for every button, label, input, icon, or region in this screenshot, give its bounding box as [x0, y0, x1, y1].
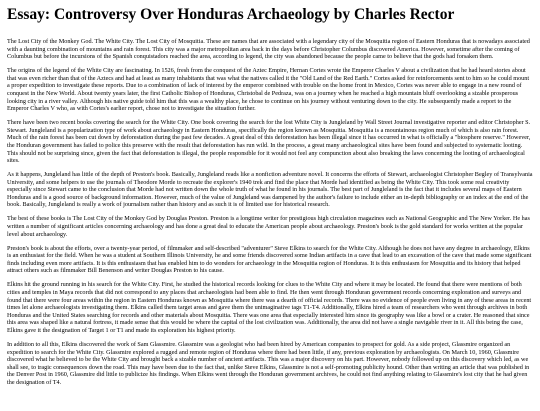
paragraph-5: The best of these books is The Lost City of the Monkey God by Douglas Preston. Preston is a longtime writer for prestigious high circulation magazines such as National Geographic and The New Yorker. He has written a number of significant articles concerning archaeology and has done a great deal to educate the American people about archaeology. Preston's book is the gold standard for works written at the popular level about archaeology. — [7, 215, 530, 238]
paragraph-1: The Lost City of the Monkey God. The White City. The Lost City of Mosquitia. These are names that are associated with a legendary city of the Mosquitia region of Eastern Honduras that is nowadays associated with a daunting combination of mountains and rain forest. This city was a major metropolitan area back in the days before Christopher Columbus discovered America. However, sometime after the coming of Columbus but before the incursions of the Spanish conquistadors reached the area, according to legend, the city was abandoned because the people came to believe that the gods had forsaken them. — [7, 38, 530, 61]
paragraph-2: The origins of the legend of the White City are fascinating. In 1526, fresh from the conquest of the Aztec Empire, Hernan Cortes wrote the Emperor Charles V about a civilization that he had heard stories about that was even richer than that of the Aztecs and had at least as many inhabitants that was what the natives called it the "Old Land of the Red Earth." Cortes asked for reinforcements sent to him so he could mount a proper expedition to investigate these reports. Due to a combination of lack of interest by the emperor combined with trouble on the home front in Mexico, Cortes was never able to engage in a new round of conquest in the New World. About twenty years later, the first Catholic Bishop of Honduras, Christobal de Pedraza, was on a journey when he reached a high mountain bluff overlooking a sizable prosperous looking city in a river valley. Although his native guide told him that this was a wealthy place, he chose to continue on his journey without venturing down to the city. He subsequently made a report to the Emperor Charles V who, as with Cortes's earlier report, chose not to investigate the situation further. — [7, 67, 530, 113]
paragraph-7: Elkins hit the ground running in his search for the White City. First, he studied the historical records looking for clues to the White City and where it may be located. He found that there were mentions of both cities and temples in Maya records that did not correspond to any places that archaeologists had been able to find. He then went through Honduran government records concerning exploration and surveys and found that there were four areas within the region in Eastern Honduras known as Mosquitia where there was a dearth of official records. There was no evidence of people even living in any of these areas in recent times let alone archaeologists investigating them. Elkins called them target areas and gave them the unimaginative tags T1-T4. Additionally, Elkins hired a team of researchers who went through archives in both Honduras and the United States searching for records and other materials about Mosquitia. There was one area that especially interested him since its geography was like a bowl or a crater. He reasoned that since this area was shaped like a natural fortress, it made sense that this would be where the capital of the lost civilization was. Additionally, the area did not have a single navigable river in it. All this being the case, Elkins gave it the designation of Target 1 or T1 and made its exploration his highest priority. — [7, 281, 532, 334]
essay-title: Essay: Controversy Over Honduras Archaeology by Charles Rector — [7, 6, 455, 23]
paragraph-4: As it happens, Jungleland has little of the depth of Preston's book. Basically, Jungleland reads like a nonfiction adventure novel. It concerns the efforts of Stewart, archaeologist Christopher Begley of Transylvania University, and some helpers to use the journals of Theodore Morde to recreate the explorer's 1940 trek and find the place that Morde had identified as being the White City. This took some real creativity especially since Stewart came to the conclusion that Morde had not written down the whole truth of what he found in his journals. The best part of Jungleland is the fact that it includes several maps of Eastern Honduras and is a good source of background information. However, much of the value of Jungleland was dampened by the author's failure to include either an in-depth bibliography or an index at the end of the book. Basically, Jungleland is really a work of journalism rather than history and as such it is of limited use for historical research. — [7, 171, 533, 209]
paragraph-6: Preston's book is about the efforts, over a twenty-year period, of filmmaker and self-described "adventurer" Steve Elkins to search for the White City. Although he does not have any degree in archaeology, Elkins is an enthusiast for the field. When he was a student at Southern Illinois University, he and some friends discovered some Indian artifacts in a cave that lead to an excavation of the cave that made some significant finds including even more artifacts. It is this enthusiasm that has enabled him to do wonders for archaeology in the Mosquitia region of Honduras. It is this enthusiasm for Mosquitia and its history that helped attract others such as filmmaker Bill Benenson and writer Douglas Preston to his cause. — [7, 244, 532, 275]
paragraph-3: There have been two recent books covering the search for the White City. One book covering the search for the lost White City is Jungleland by Wall Street Journal investigative reporter and editor Christopher S. Stewart. Jungleland is a popularization type of work about archaeology in Eastern Honduras, specifically the region known as Mosquitia. Mosquitia is a mountainous region much of which is also rain forest. Much of the rain forest has been cut down by deforestation during the past few decades. A great deal of this deforestation has been illegal since it has occurred in what is officially a "biosphere reserve." However, the Honduran government has failed to police this preserve with the result that deforestation has run wild. In the process, a great many archaeological sites have been found and subjected to systematic looting. This should not be surprising since, given the fact that deforestation is illegal, the people responsible for it would not feel any compunction about also breaking the laws concerning the looting of archaeological sites. — [7, 119, 531, 165]
paragraph-8: In addition to all this, Elkins discovered the work of Sam Glassmire. Glassmire was a geologist who had been hired by American companies to prospect for gold. As a side project, Glassmire organized an expedition to search for the White City. Glassmire explored a rugged and remote region of Honduras where there had been little, if any, previous exploration by archaeologists. On March 10, 1960, Glassmire discovered what he believed to be the White City and brought back a sizable number of ancient artifacts. This was a major discovery on his part. However, nobody followed up on this discovery which led, as we shall see, to tragic consequences down the road. This may have been due to the fact that, unlike Steve Elkins, Glassmire is not a self-promoting publicity hound. Other than writing an article that was published in the Denver Post in 1960, Glassmire did little to publicize his findings. When Elkins went through the Honduran government archives, he could not find anything relating to Glassmire's lost city that he had given the designation of T4. — [7, 340, 530, 386]
document-page — [0, 6, 540, 386]
